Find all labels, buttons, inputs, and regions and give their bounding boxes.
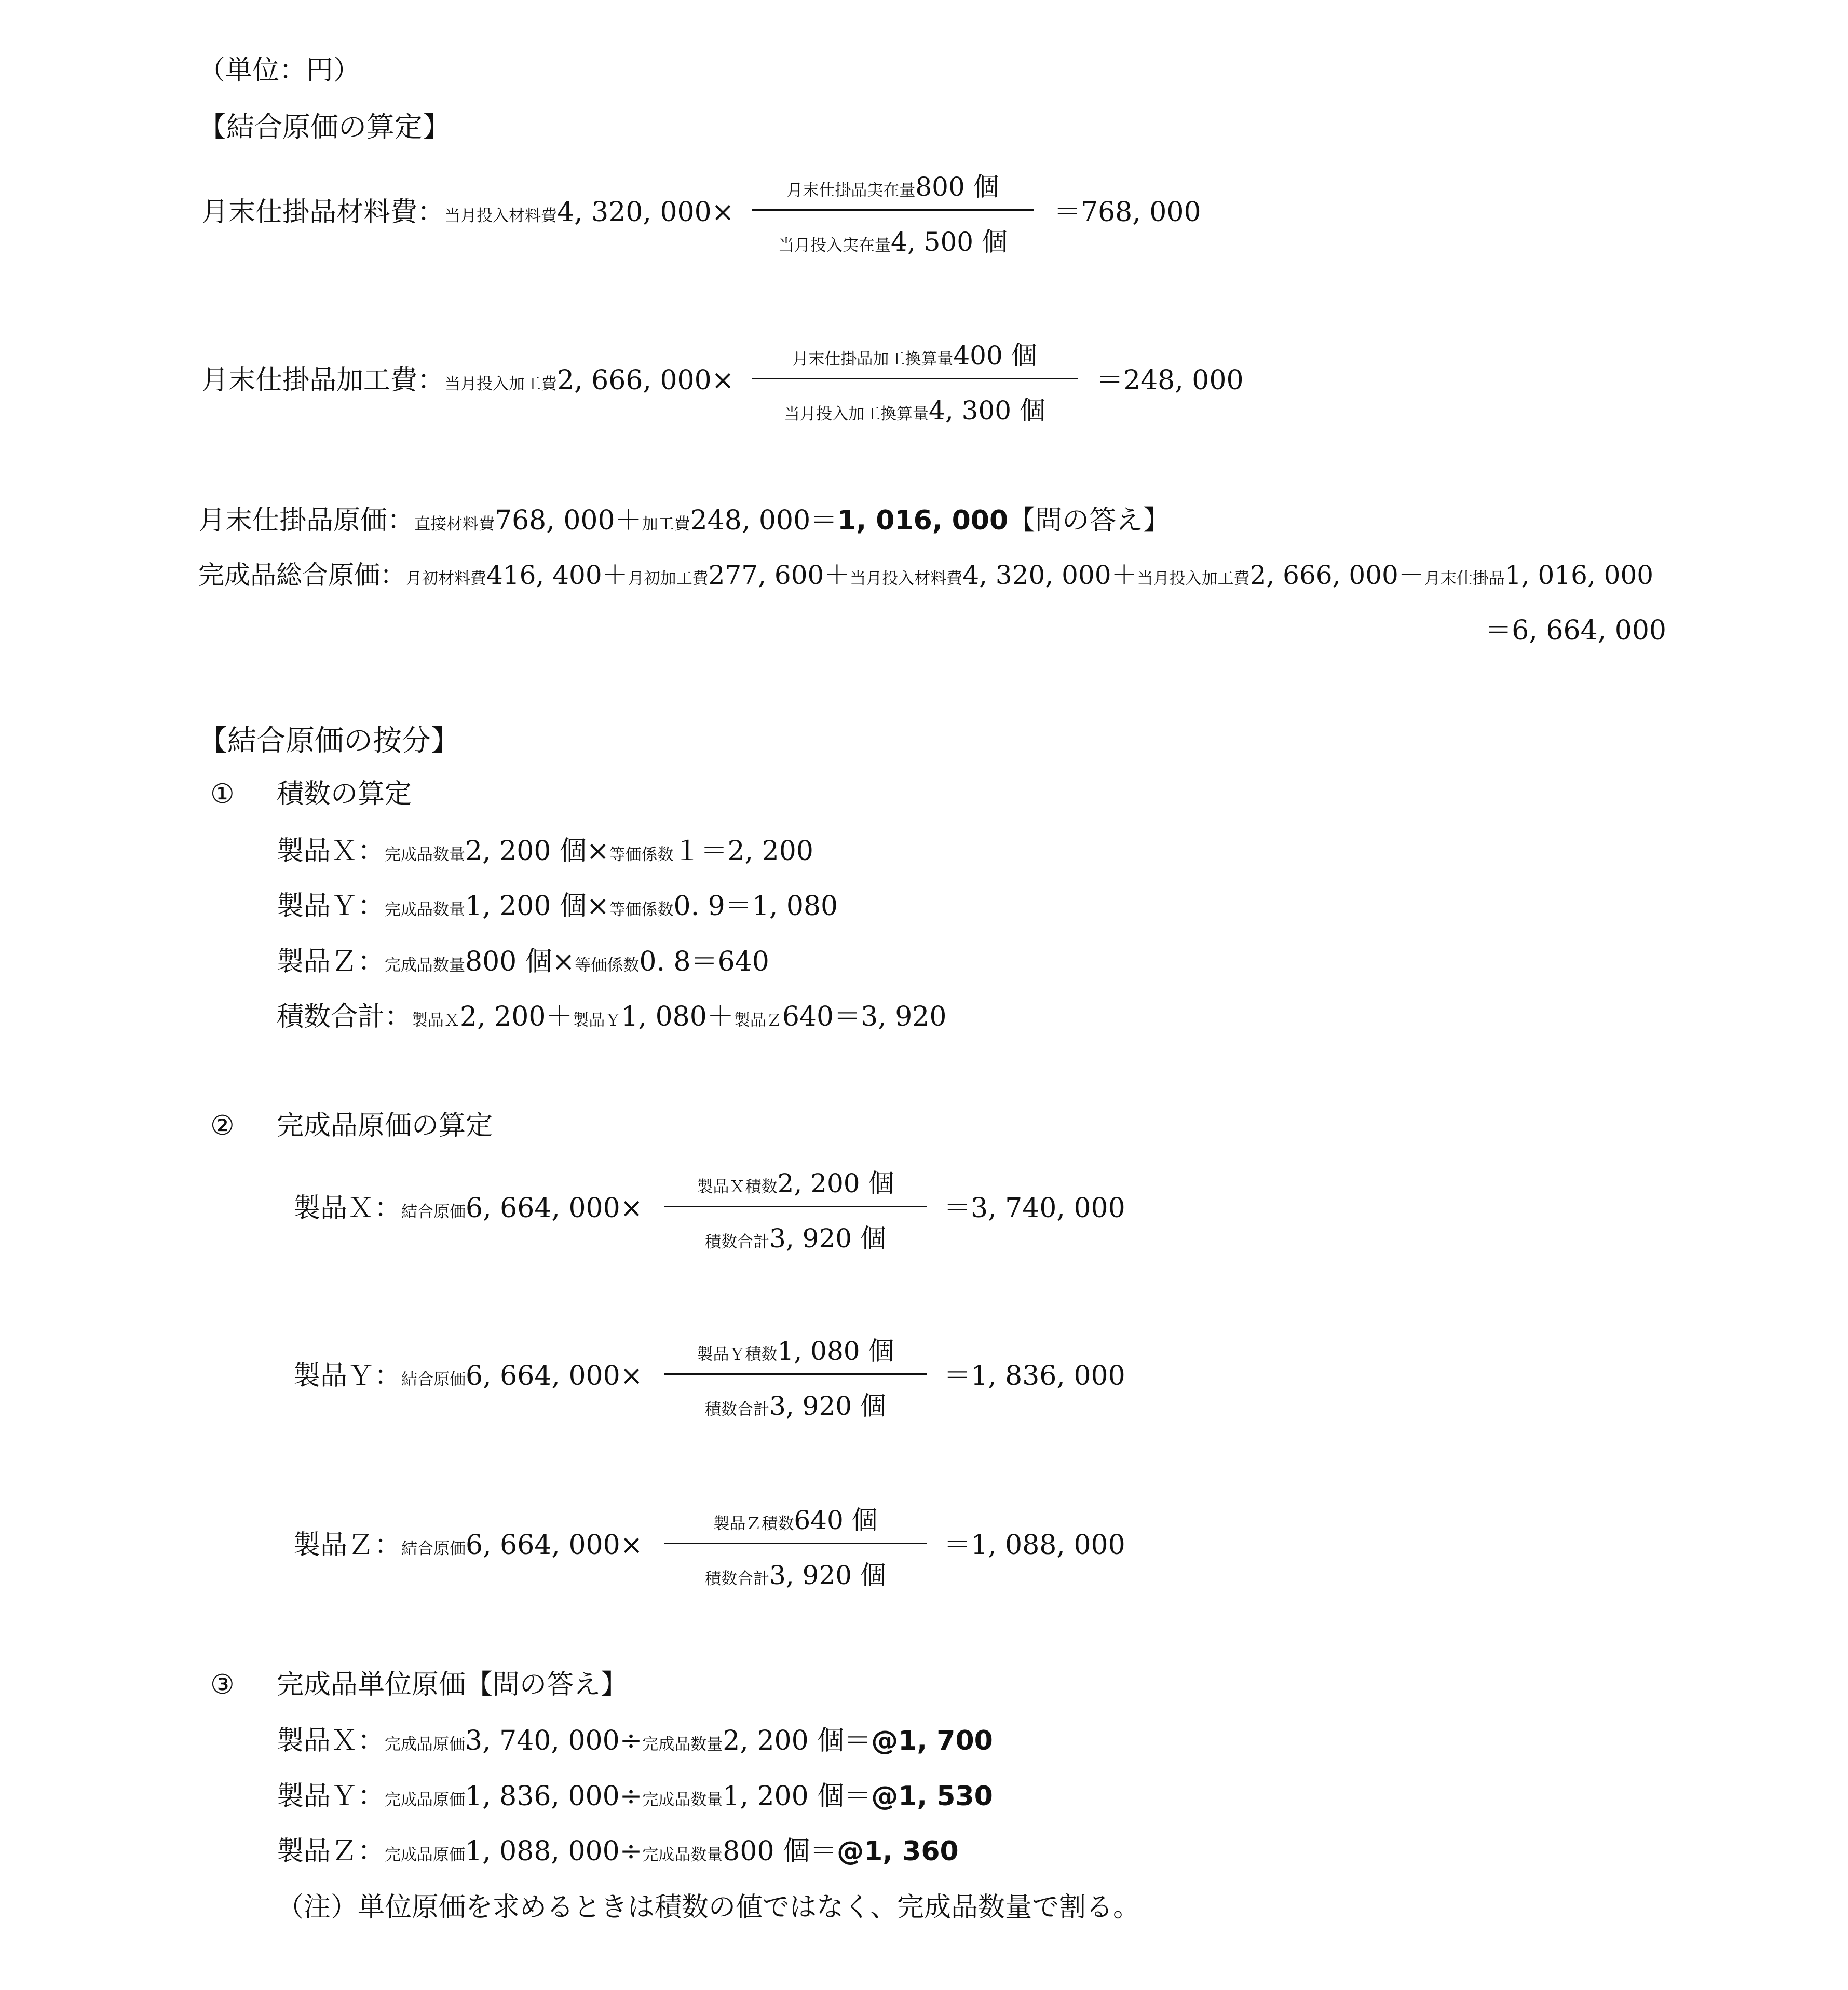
- denominator-value: 3, 920 個: [769, 1560, 886, 1590]
- fraction-bar: [664, 1206, 927, 1207]
- operand-value: 640＝3, 920: [782, 1001, 947, 1032]
- operand-value: 2, 666, 000×: [557, 365, 735, 396]
- unit-note: （単位：円）: [198, 55, 361, 86]
- operand-value: 4, 320, 000×: [557, 197, 735, 228]
- step3-product-y: [277, 1783, 993, 1810]
- completed-total-line: [198, 562, 1653, 588]
- unit-cost-answer: @1, 700: [871, 1725, 993, 1756]
- step1-total: [277, 1003, 946, 1030]
- operand-value: 6, 664, 000×: [466, 1530, 643, 1561]
- wip-total-label: 月末仕掛品原価：: [198, 505, 415, 536]
- operand-value: １＝2, 200: [673, 836, 813, 867]
- operand-value: 4, 320, 000＋: [962, 560, 1137, 590]
- operand-label: 完成品数量: [642, 1846, 723, 1864]
- operand-label: 直接材料費: [414, 515, 495, 534]
- fraction-bar: [752, 378, 1078, 379]
- denominator-value: 4, 500 個: [891, 227, 1008, 257]
- answer-tag: 【問の答え】: [466, 1669, 628, 1700]
- answer-tag: 【問の答え】: [1008, 505, 1171, 536]
- product-label: 製品Ｙ：: [277, 891, 385, 922]
- numerator-value: 800 個: [915, 172, 999, 202]
- operand-label: 完成品数量: [385, 846, 466, 864]
- wip-total-line: [198, 507, 1170, 534]
- total-label: 積数合計：: [277, 1001, 412, 1032]
- denominator-value: 4, 300 個: [929, 396, 1045, 426]
- operand-value: 416, 400＋: [486, 560, 628, 590]
- operand-value: 1, 080＋: [621, 1001, 734, 1032]
- numerator-label: 製品Ｙ積数: [697, 1345, 778, 1364]
- operand-value: 0. 8＝640: [639, 946, 769, 977]
- completed-total-result: ＝6, 664, 000: [1485, 615, 1666, 646]
- step2-x-result: ＝3, 740, 000: [944, 1193, 1125, 1224]
- operand-value: 6, 664, 000×: [466, 1193, 643, 1224]
- product-label: 製品Ｚ：: [277, 1836, 385, 1867]
- wip-material-result: ＝768, 000: [1054, 197, 1201, 228]
- step1-title: 積数の算定: [277, 779, 412, 810]
- product-label: 製品Ｙ：: [293, 1360, 402, 1392]
- section-heading-allocation: 【結合原価の按分】: [198, 724, 460, 758]
- wip-conversion-fraction: [752, 337, 1078, 428]
- product-label: 製品Ｚ：: [293, 1530, 402, 1561]
- wip-material-fraction: [752, 169, 1034, 260]
- denominator-value: 3, 920 個: [769, 1391, 886, 1421]
- operand-label: 結合原価: [401, 1370, 466, 1389]
- operand-value: 0. 9＝1, 080: [673, 891, 838, 922]
- product-label: 製品Ｙ：: [277, 1781, 385, 1812]
- step3-title-line: [277, 1671, 628, 1698]
- operand-label: 製品Ｚ: [733, 1011, 782, 1030]
- operand-label: 完成品数量: [642, 1735, 723, 1754]
- operand-value: 1, 200 個×: [465, 891, 609, 922]
- completed-total-label: 完成品総合原価：: [198, 560, 406, 590]
- operand-value: 277, 600＋: [708, 560, 850, 590]
- operand-value: 248, 000＝: [690, 505, 838, 536]
- step1-product-y: [277, 893, 838, 920]
- product-label: 製品Ｘ：: [277, 836, 385, 867]
- operand-label: 当月投入加工費: [444, 375, 558, 393]
- denominator-label: 積数合計: [705, 1400, 770, 1419]
- operand-label: 当月投入材料費: [850, 569, 963, 588]
- step2-x-fraction: [664, 1165, 927, 1256]
- operand-label: 等価係数: [609, 901, 674, 919]
- operand-label: 製品Ｘ: [412, 1011, 460, 1030]
- denominator-label: 積数合計: [705, 1570, 770, 1588]
- operand-label: 月末仕掛品: [1424, 569, 1505, 588]
- numerator-value: 640 個: [794, 1505, 878, 1535]
- operand-label: 完成品原価: [385, 1846, 466, 1864]
- step2-y-fraction: [664, 1333, 927, 1424]
- unit-cost-answer: @1, 530: [871, 1781, 993, 1812]
- operand-label: 当月投入材料費: [444, 207, 558, 225]
- fraction-bar: [664, 1373, 927, 1375]
- denominator-value: 3, 920 個: [769, 1223, 886, 1253]
- operand-value: 1, 016, 000: [1504, 560, 1654, 590]
- numerator-value: 400 個: [953, 340, 1037, 371]
- operand-value: 6, 664, 000×: [466, 1360, 643, 1392]
- wip-total-answer: 1, 016, 000: [837, 505, 1009, 536]
- step3-product-z: [277, 1838, 959, 1865]
- operand-label: 完成品数量: [642, 1791, 723, 1809]
- denominator-label: 当月投入実在量: [778, 236, 891, 255]
- operand-label: 完成品数量: [385, 956, 466, 975]
- operand-label: 製品Ｙ: [573, 1011, 621, 1030]
- step2-y-result: ＝1, 836, 000: [944, 1360, 1125, 1392]
- operand-label: 完成品原価: [385, 1791, 466, 1809]
- operand-label: 等価係数: [575, 956, 640, 975]
- numerator-label: 製品Ｘ積数: [697, 1178, 778, 1196]
- operand-value: 2, 200＋: [460, 1001, 573, 1032]
- numerator-label: 月末仕掛品実在量: [786, 181, 916, 200]
- operand-value: 2, 200 個＝: [723, 1725, 872, 1756]
- step3-title: 完成品単位原価: [277, 1669, 466, 1700]
- operand-value: 2, 200 個×: [465, 836, 609, 867]
- operand-value: 1, 200 個＝: [723, 1781, 872, 1812]
- step3-note: （注）単位原価を求めるときは積数の値ではなく、完成品数量で割る。: [277, 1892, 1140, 1923]
- step2-title: 完成品原価の算定: [277, 1110, 493, 1141]
- step1-product-z: [277, 948, 769, 975]
- operand-label: 結合原価: [401, 1203, 466, 1221]
- operand-label: 月初材料費: [406, 569, 486, 588]
- operand-value: 3, 740, 000÷: [465, 1725, 643, 1756]
- wip-conversion-label: 月末仕掛品加工費：: [201, 365, 445, 396]
- operand-value: 1, 088, 000÷: [465, 1836, 643, 1867]
- numerator-value: 2, 200 個: [777, 1168, 894, 1198]
- wip-conversion-result: ＝248, 000: [1096, 365, 1244, 396]
- numerator-value: 1, 080 個: [777, 1336, 894, 1366]
- operand-value: 1, 836, 000÷: [465, 1781, 643, 1812]
- denominator-label: 積数合計: [705, 1233, 770, 1251]
- fraction-bar: [752, 209, 1034, 211]
- denominator-label: 当月投入加工換算量: [784, 405, 929, 424]
- product-label: 製品Ｚ：: [277, 946, 385, 977]
- operand-label: 加工費: [642, 515, 690, 534]
- numerator-label: 月末仕掛品加工換算量: [792, 350, 954, 369]
- operand-label: 結合原価: [401, 1539, 466, 1558]
- unit-cost-answer: @1, 360: [837, 1836, 959, 1867]
- step1-product-x: [277, 838, 813, 865]
- numerator-label: 製品Ｚ積数: [713, 1515, 794, 1533]
- step2-z-fraction: [664, 1502, 927, 1593]
- product-label: 製品Ｘ：: [277, 1725, 385, 1756]
- operand-label: 完成品数量: [385, 901, 466, 919]
- section-heading-joint-cost: 【結合原価の算定】: [198, 111, 451, 143]
- fraction-bar: [664, 1543, 927, 1544]
- step3-product-x: [277, 1727, 993, 1754]
- operand-label: 月初加工費: [628, 569, 709, 588]
- operand-label: 完成品原価: [385, 1735, 466, 1754]
- wip-material-label: 月末仕掛品材料費：: [201, 197, 445, 228]
- operand-label: 当月投入加工費: [1137, 569, 1250, 588]
- operand-value: 800 個＝: [723, 1836, 837, 1867]
- operand-value: 2, 666, 000－: [1249, 560, 1424, 590]
- operand-value: 800 個×: [465, 946, 575, 977]
- step2-number: ②: [210, 1110, 235, 1141]
- operand-value: 768, 000＋: [495, 505, 642, 536]
- step1-number: ①: [210, 779, 235, 810]
- operand-label: 等価係数: [609, 846, 674, 864]
- step2-z-result: ＝1, 088, 000: [944, 1530, 1125, 1561]
- step3-number: ③: [210, 1669, 235, 1700]
- product-label: 製品Ｘ：: [293, 1193, 402, 1224]
